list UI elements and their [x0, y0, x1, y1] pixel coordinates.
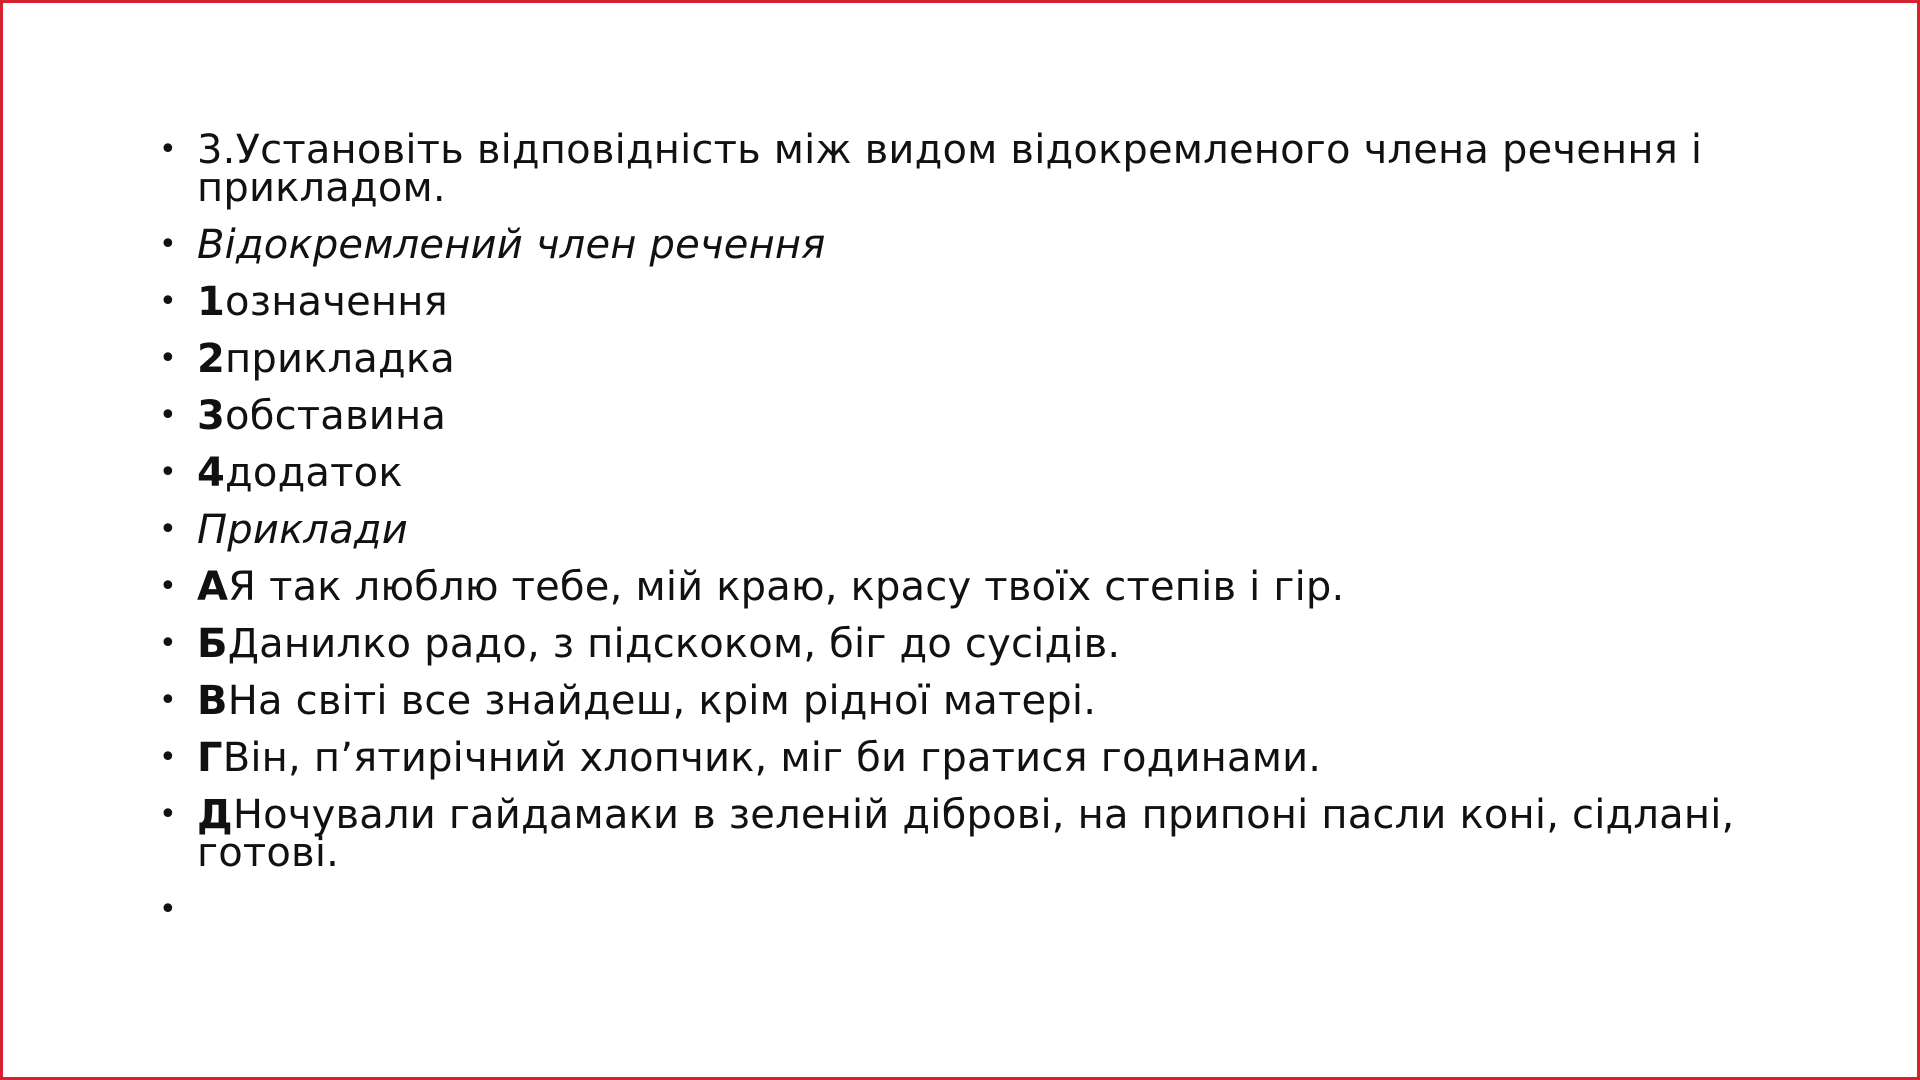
- heading-item: [155, 127, 1795, 211]
- item-text: Я так люблю тебе, мій краю, красу твоїх степів і гір.: [228, 564, 1345, 610]
- list-item: [155, 393, 1795, 439]
- bullet-icon: •: [159, 284, 177, 319]
- bullet-icon: •: [159, 892, 177, 927]
- item-key: В: [197, 678, 228, 724]
- bullet-icon: •: [159, 740, 177, 775]
- item-text: означення: [225, 279, 448, 325]
- bullet-icon: •: [159, 569, 177, 604]
- bullet-icon: •: [159, 341, 177, 376]
- item-key: 3: [197, 393, 226, 439]
- list-item: [155, 735, 1795, 781]
- column-a-title-item: [155, 222, 1795, 268]
- item-key: 4: [197, 450, 226, 496]
- list-item: [155, 279, 1795, 325]
- item-key: Д: [197, 792, 233, 838]
- empty-bullet-item: [155, 891, 1795, 929]
- bullet-list: [155, 127, 1795, 929]
- slide-content: [155, 127, 1795, 948]
- bullet-icon: •: [159, 132, 177, 167]
- bullet-icon: •: [159, 398, 177, 433]
- list-item: [155, 450, 1795, 496]
- bullet-icon: •: [159, 626, 177, 661]
- item-key: Б: [197, 621, 228, 667]
- item-text: Данилко радо, з підскоком, біг до сусідів.: [227, 621, 1121, 667]
- bullet-icon: •: [159, 797, 177, 832]
- item-text: Ночували гайдамаки в зеленій діброві, на припоні пасли коні, сідлані, готові.: [197, 792, 1735, 876]
- task-heading: 3.Установіть відповідність між видом відокремленого члена речення і прикладом.: [197, 127, 1703, 211]
- bullet-icon: •: [159, 227, 177, 262]
- item-text: обставина: [225, 393, 447, 439]
- bullet-icon: •: [159, 455, 177, 490]
- bullet-icon: •: [159, 683, 177, 718]
- list-item: [155, 621, 1795, 667]
- list-item: [155, 792, 1795, 876]
- item-text: прикладка: [225, 336, 455, 382]
- item-text: додаток: [225, 450, 403, 496]
- item-key: 1: [197, 279, 226, 325]
- column-b-title-item: [155, 507, 1795, 553]
- column-a-title: Відокремлений член речення: [197, 222, 826, 268]
- column-b-title: Приклади: [197, 507, 408, 553]
- item-key: 2: [197, 336, 226, 382]
- list-item: [155, 564, 1795, 610]
- list-item: [155, 678, 1795, 724]
- item-key: Г: [197, 735, 223, 781]
- item-key: А: [197, 564, 229, 610]
- bullet-icon: •: [159, 512, 177, 547]
- item-text: Він, п’ятирічний хлопчик, міг би гратися годинами.: [222, 735, 1322, 781]
- item-text: На світі все знайдеш, крім рідної матері.: [227, 678, 1097, 724]
- list-item: [155, 336, 1795, 382]
